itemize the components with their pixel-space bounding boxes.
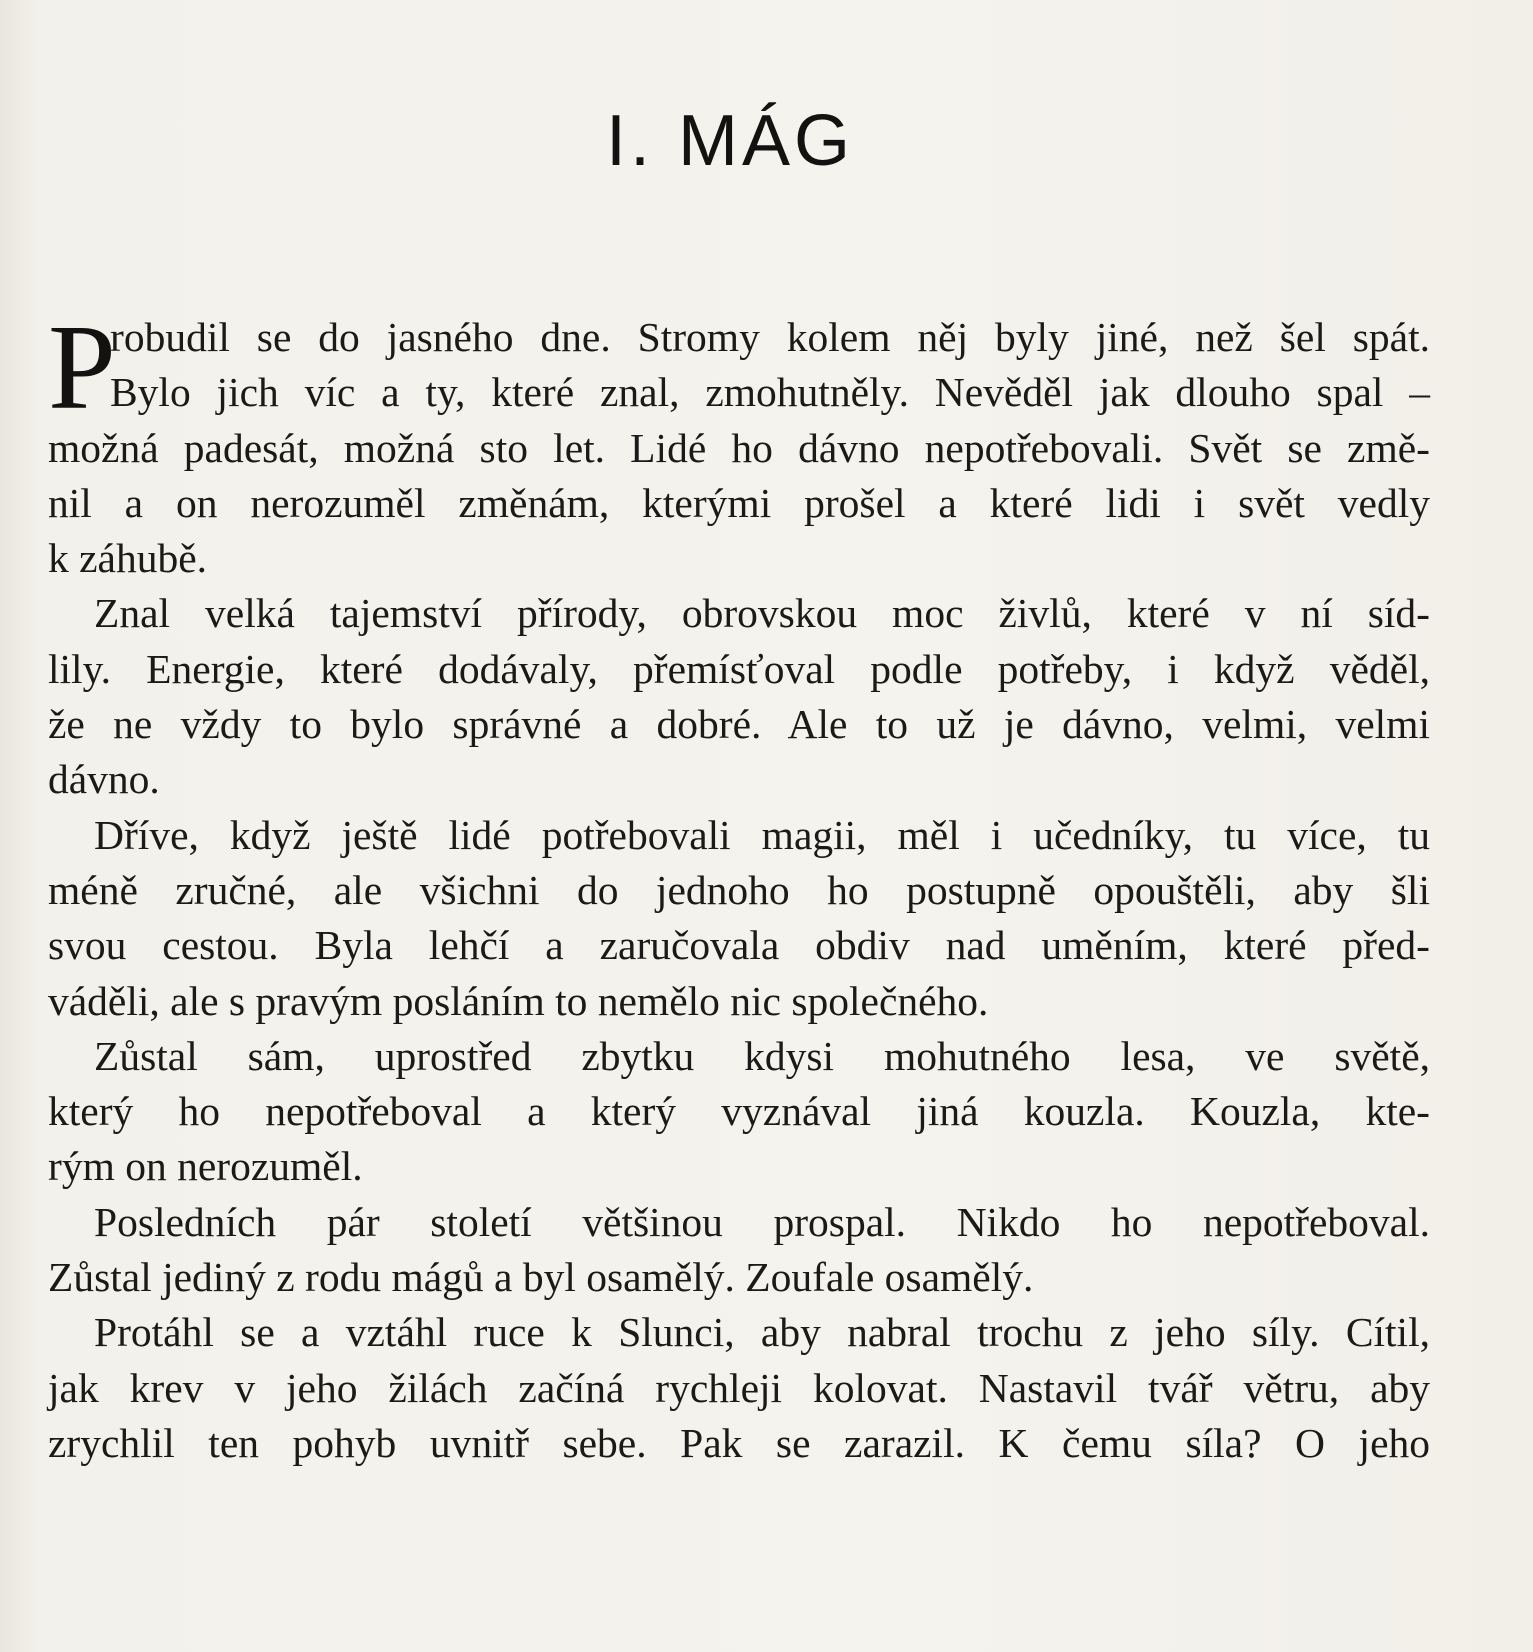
text-line: lily. Energie, které dodávaly, přemísťoval podle potřeby, i když věděl,	[48, 645, 1430, 692]
text-line: k záhubě.	[48, 535, 208, 582]
text-line: Dříve, když ještě lidé potřebovali magii, měl i učedníky, tu více, tu	[94, 811, 1430, 858]
chapter-title: I. MÁG	[605, 101, 854, 181]
paragraph-3	[48, 808, 1430, 1029]
paragraph-5	[48, 1195, 1430, 1306]
text-line: Bylo jich víc a ty, které znal, zmohutněly. Nevěděl jak dlouho spal –	[110, 369, 1430, 416]
text-line: Zůstal jediný z rodu mágů a byl osamělý. Zoufale osamělý.	[48, 1254, 1034, 1301]
text-line: možná padesát, možná sto let. Lidé ho dávno nepotřebovali. Svět se změ-	[48, 424, 1430, 471]
text-line: dávno.	[48, 756, 160, 803]
text-line: jak krev v jeho žilách začíná rychleji kolovat. Nastavil tvář větru, aby	[48, 1364, 1430, 1411]
paragraph-4	[48, 1029, 1430, 1195]
text-line: Zůstal sám, uprostřed zbytku kdysi mohutného lesa, ve světě,	[94, 1032, 1430, 1079]
text-line: nil a on nerozuměl změnám, kterými prošel a které lidi i svět vedly	[48, 479, 1430, 526]
text-line: který ho nepotřeboval a který vyznával jiná kouzla. Kouzla, kte-	[48, 1088, 1430, 1135]
text-line: že ne vždy to bylo správné a dobré. Ale to už je dávno, velmi, velmi	[48, 701, 1430, 748]
text-line: Protáhl se a vztáhl ruce k Slunci, aby nabral trochu z jeho síly. Cítil,	[94, 1309, 1430, 1356]
text-line: svou cestou. Byla lehčí a zaručovala obdiv nad uměním, které před-	[48, 922, 1430, 969]
drop-cap: P	[48, 300, 116, 435]
text-line: zrychlil ten pohyb uvnitř sebe. Pak se zarazil. K čemu síla? O jeho	[48, 1419, 1430, 1466]
paragraph-1	[48, 300, 1430, 586]
text-line: váděli, ale s pravým posláním to nemělo nic společného.	[48, 977, 989, 1024]
text-line: robudil se do jasného dne. Stromy kolem něj byly jiné, než šel spát.	[110, 314, 1430, 360]
paragraph-6	[48, 1305, 1430, 1471]
text-line: Posledních pár století většinou prospal. Nikdo ho nepotřeboval.	[94, 1198, 1430, 1245]
paragraph-2	[48, 586, 1430, 807]
chapter-body	[48, 300, 1430, 1471]
text-line: méně zručné, ale všichni do jednoho ho postupně opouštěli, aby šli	[48, 866, 1430, 913]
text-line: rým on nerozuměl.	[48, 1143, 363, 1190]
text-line: Znal velká tajemství přírody, obrovskou moc živlů, které v ní síd-	[94, 590, 1430, 637]
